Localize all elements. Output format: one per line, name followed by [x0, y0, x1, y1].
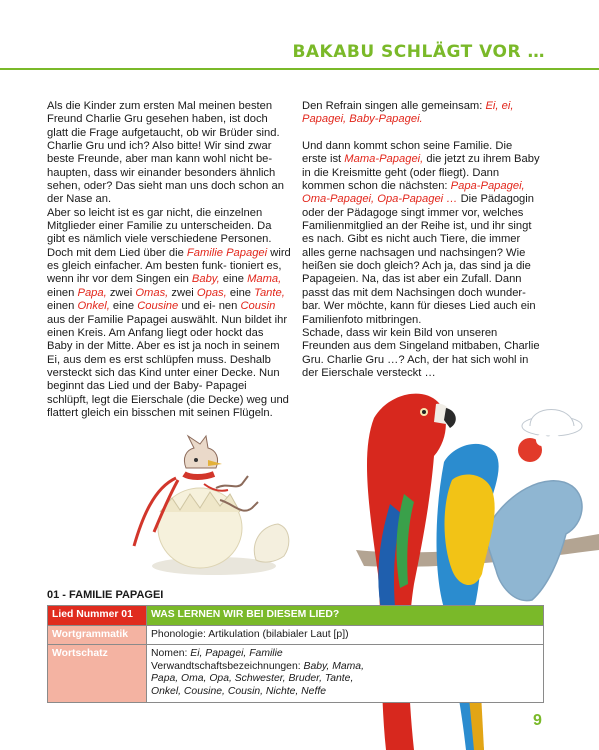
text-run: Doch mit dem Lied über die [47, 246, 187, 259]
text-run: Deshalb versteckt sich das Kind unter einer [47, 353, 271, 379]
text-run: zwei [168, 286, 197, 299]
row-value [147, 645, 544, 702]
row-value-line [151, 629, 539, 642]
text-run: kommen schon die nächsten: [302, 180, 451, 193]
text-run: Nun bildet ihr einen Kreis. Am Anfang liegt oder [47, 313, 288, 339]
text-run: aus der Familie Papagei auswählt. [47, 313, 219, 326]
text-run: Familienmitglied an der Reihe ist, und ihr singt [302, 220, 532, 233]
highlight-term: Mama, [247, 273, 282, 286]
text-run: die jetzt zu ihrem [423, 153, 511, 166]
right-text-column [302, 100, 540, 380]
highlight-term: Ei, ei, Papagei, Baby-Papagei. [302, 100, 514, 126]
text-run: Freunden aus dem Singeland mitbaben, [302, 340, 502, 353]
left-paragraph-1 [47, 100, 291, 207]
text-run: oder der Pädagoge singt immer vor, welches [302, 206, 524, 219]
text-run: glatt die Frage aufgetaucht, ob wir Brüder sind. [47, 126, 280, 139]
row-value-line [151, 648, 539, 661]
row-label: Wortschatz [48, 645, 147, 702]
highlight-term: Tante, [254, 286, 285, 299]
text-run: Und dann kommt schon seine Familie. Die [302, 140, 513, 153]
text-run: einen [47, 300, 78, 313]
text-run: Nomen: [151, 648, 191, 660]
text-run: Freund Charlie Gru gesehen haben, ist doch [47, 113, 268, 126]
text-run: an der Nase an. [47, 180, 284, 206]
table-row [48, 645, 544, 702]
text-run: Phonologie: Artikulation (bilabialer Laut [p]) [151, 628, 349, 640]
text-run: Die Pädagogin [457, 193, 534, 206]
left-paragraph-2 [47, 207, 291, 421]
text-run: beste Freunde, aber man kann wohl nicht be- [47, 153, 273, 166]
song-info-table [47, 605, 544, 703]
text-run: wird es gleich einfacher. Am besten funk- [47, 246, 291, 273]
learning-goals-heading: WAS LERNEN WIR BEI DIESEM LIED? [147, 606, 544, 626]
text-run: ein Familienfoto mitbringen. [302, 300, 536, 326]
row-value [147, 625, 544, 645]
text-run: in seinem Ei, aus dem es erst schlüpfen muss. [47, 340, 280, 366]
row-value-line [151, 673, 539, 686]
highlight-term: Omas, [135, 286, 169, 299]
text-run: Mitglieder einer Familie zu unterscheiden. Da [47, 220, 272, 233]
text-run: Charlie Gru. Charlie Gru …? Ach, der hat [302, 340, 540, 366]
text-run: sehen, oder? Das sieht man uns doch schon [47, 180, 269, 193]
right-paragraph-3 [302, 327, 540, 380]
right-paragraph-2 [302, 140, 540, 327]
song-number-label: Lied Nummer 01 [48, 606, 147, 626]
row-label: Wortgrammatik [48, 625, 147, 645]
table-title: 01 - FAMILIE PAPAGEI [47, 589, 164, 601]
text-run: Schade, dass wir kein Bild von unseren [302, 326, 498, 339]
right-paragraph-1 [302, 100, 540, 127]
text-run: seinen Flügeln. [196, 406, 273, 419]
text-run: eine [109, 300, 138, 313]
italic-term: Onkel, Cousine, Cousin, Nichte, Neffe [151, 685, 326, 697]
text-run: Papageien. Na, das ist aber ein Zufall. Dann [302, 273, 522, 286]
text-run: passt das mit dem Nachsingen doch wunder- [302, 286, 526, 299]
highlight-term: Papa-Papagei, [450, 180, 525, 193]
text-run: hockt das Baby in der Mitte. Aber es ist ja noch [47, 326, 264, 353]
text-run: und ei- [178, 300, 216, 313]
text-run: Den Refrain singen alle gemeinsam: [302, 100, 483, 112]
highlight-term: Onkel, [77, 300, 110, 313]
text-run: einen [47, 286, 78, 299]
left-text-column [47, 100, 291, 420]
text-run: Baby in die Kreismitte geht (oder fliegt). Dann [302, 153, 540, 179]
row-value-line [151, 686, 539, 699]
hatching-bird-illustration [124, 428, 304, 578]
text-run: heißen sie doch gleich? Ach ja, das sind ja die [302, 260, 531, 273]
text-run: gibt es nämlich viele verschiedene Personen. [47, 233, 272, 246]
text-run: Als die Kinder zum ersten Mal meinen besten [47, 100, 273, 112]
paragraph-gap [302, 127, 540, 140]
text-run: haupten, dass wir einander besonders ähnlich [47, 166, 276, 179]
text-run: tioniert es, wenn ihr vor dem Singen ein [47, 260, 282, 286]
row-value-line [151, 661, 539, 674]
page-number: 9 [533, 712, 542, 729]
text-run: alles gerne nachsagen und nachsingen? Wie [302, 246, 526, 259]
italic-term: Baby, Mama, [303, 660, 364, 672]
text-run: es nach. Gibt es nicht auch Tiere, die immer [302, 233, 521, 246]
italic-term: Ei, Papagei, Familie [190, 648, 283, 660]
table-header-row [48, 606, 544, 626]
text-run: Verwandtschaftsbezeichnungen: [151, 660, 304, 672]
text-run: sich wohl in der Eierschale versteckt … [302, 353, 529, 379]
page-header-title: BAKABU SCHLÄGT VOR … [292, 42, 545, 62]
text-run: erste ist [302, 153, 345, 166]
highlight-term: Papa, [77, 286, 107, 299]
italic-term: Papa, Oma, Opa, Schwester, Bruder, Tante, [151, 673, 354, 685]
text-run: zwei [106, 286, 136, 299]
highlight-term: Cousine [137, 300, 179, 313]
highlight-term: Familie Papagei [186, 246, 268, 259]
text-run: eine [229, 286, 255, 299]
text-run: Charlie Gru und ich? Also bitte! Wir sind zwar [47, 140, 272, 153]
text-run: Decke. Nun beginnt das Lied und der Baby- [47, 366, 280, 393]
text-run: nen [218, 300, 241, 313]
highlight-term: Baby, [191, 273, 220, 286]
highlight-term: Oma-Papagei, Opa-Papagei … [302, 193, 458, 206]
highlight-term: Opas, [196, 286, 227, 299]
text-run: Papagei schlüpft, legt die Eierschale (die [47, 380, 247, 406]
highlight-term: Cousin [240, 300, 276, 313]
text-run: eine [222, 273, 248, 286]
highlight-term: Mama-Papagei, [344, 153, 424, 166]
header-divider [0, 68, 599, 70]
table-row [48, 625, 544, 645]
text-run: Aber so leicht ist es gar nicht, die einzelnen [47, 206, 263, 219]
text-run: bar. Wer möchte, kann für dieses Lied auch [302, 300, 518, 313]
text-run: Decke) weg und flattert gleich ein bisschen mit [47, 393, 289, 419]
